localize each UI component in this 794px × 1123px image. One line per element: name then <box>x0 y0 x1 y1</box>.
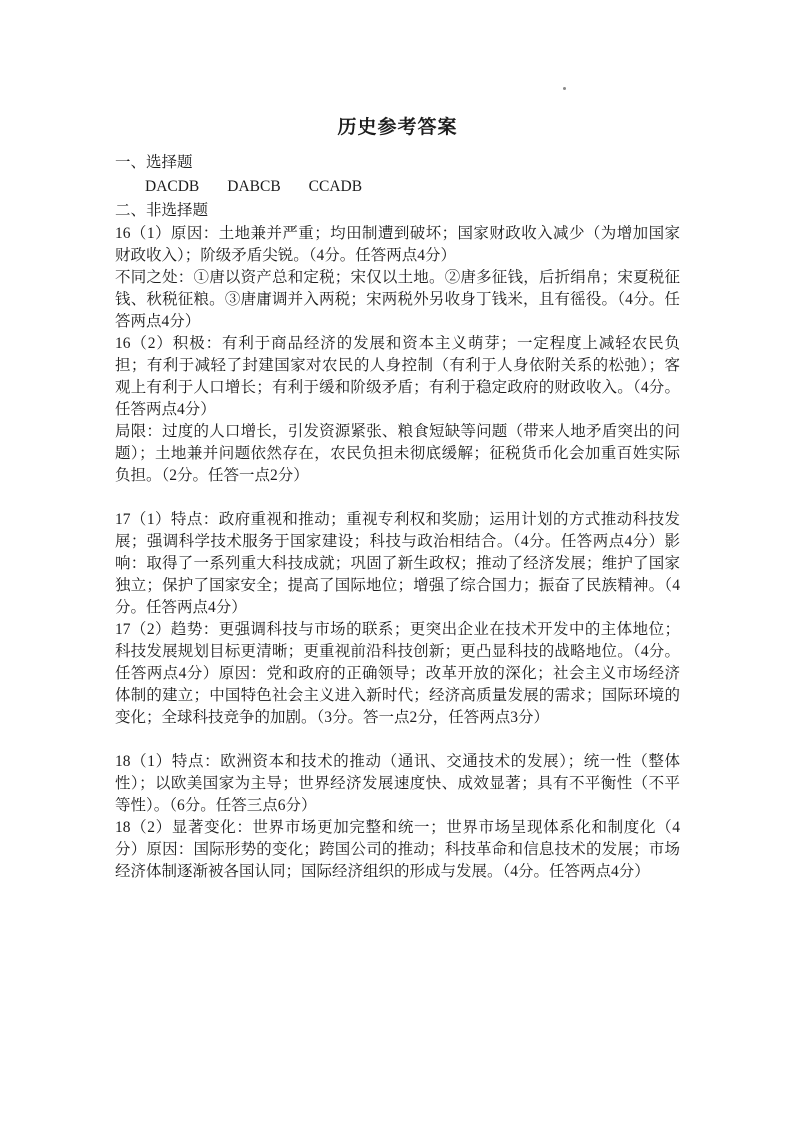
section-heading-multiple-choice: 一、选择题 <box>115 154 193 171</box>
answer-paragraph-16-1-reason: 16（1）原因：土地兼并严重；均田制遭到破坏；国家财政收入减少（为增加国家财政收入）；阶级矛盾尖锐。（4分。任答两点4分） <box>115 225 680 264</box>
choice-answers-row <box>115 175 680 199</box>
section-heading-non-choice: 二、非选择题 <box>115 202 209 219</box>
answer-paragraph-18-2: 18（2）显著变化：世界市场更加完整和统一；世界市场呈现体系化和制度化（4分）原因：国际形势的变化；跨国公司的推动；科技革命和信息技术的发展；市场经济体制逐渐被各国认同；国际经济组织的形成与发展。（4分。任答两点4分） <box>115 819 680 880</box>
stray-mark <box>563 87 566 90</box>
choice-answer-group-3: CCADB <box>308 178 363 195</box>
answer-paragraph-16-2-positive: 16（2）积极：有利于商品经济的发展和资本主义萌芽；一定程度上减轻农民负担；有利于减轻了封建国家对农民的人身控制（有利于人身依附关系的松弛）；客观上有利于人口增长；有利于缓和阶级矛盾；有利于稳定政府的财政收入。（4分。任答两点4分） <box>115 335 680 418</box>
answer-paragraph-16-2-limitations: 局限：过度的人口增长，引发资源紧张、粮食短缺等问题（带来人地矛盾突出的问题）；土地兼并问题依然存在，农民负担未彻底缓解；征税货币化会加重百姓实际负担。（2分。任答一点2分） <box>115 423 680 484</box>
answer-paragraph-16-1-differences: 不同之处：①唐以资产总和定税；宋仅以土地。②唐多征钱，后折绢帛；宋夏税征钱、秋税征粮。③唐庸调并入两税；宋两税外另收身丁钱米，且有徭役。（4分。任答两点4分） <box>115 269 680 330</box>
answer-paragraph-17-2: 17（2）趋势：更强调科技与市场的联系；更突出企业在技术开发中的主体地位；科技发展规划目标更清晰；更重视前沿科技创新；更凸显科技的战略地位。（4分。任答两点4分）原因：党和政府的正确领导；改革开放的深化；社会主义市场经济体制的建立；中国特色社会主义进入新时代；经济高质量发展的需求；国际环境的变化；全球科技竞争的加剧。（3分。答一点2分，任答两点3分） <box>115 621 680 726</box>
choice-answer-group-1: DACDB <box>145 178 200 195</box>
answer-paragraph-18-1: 18（1）特点：欧洲资本和技术的推动（通讯、交通技术的发展）；统一性（整体性）；以欧美国家为主导；世界经济发展速度快、成效显著；具有不平衡性（不平等性）。（6分。任答三点6分） <box>115 753 680 814</box>
choice-answer-group-2: DABCB <box>227 178 281 195</box>
answer-paragraph-17-1: 17（1）特点：政府重视和推动；重视专利权和奖励；运用计划的方式推动科技发展；强调科学技术服务于国家建设；科技与政治相结合。（4分。任答两点4分）影响：取得了一系列重大科技成就；巩固了新生政权；推动了经济发展；维护了国家独立；保护了国家安全；提高了国际地位；增强了综合国力；振奋了民族精神。（4分。任答两点4分） <box>115 511 680 616</box>
page-title: 历史参考答案 <box>337 117 458 138</box>
